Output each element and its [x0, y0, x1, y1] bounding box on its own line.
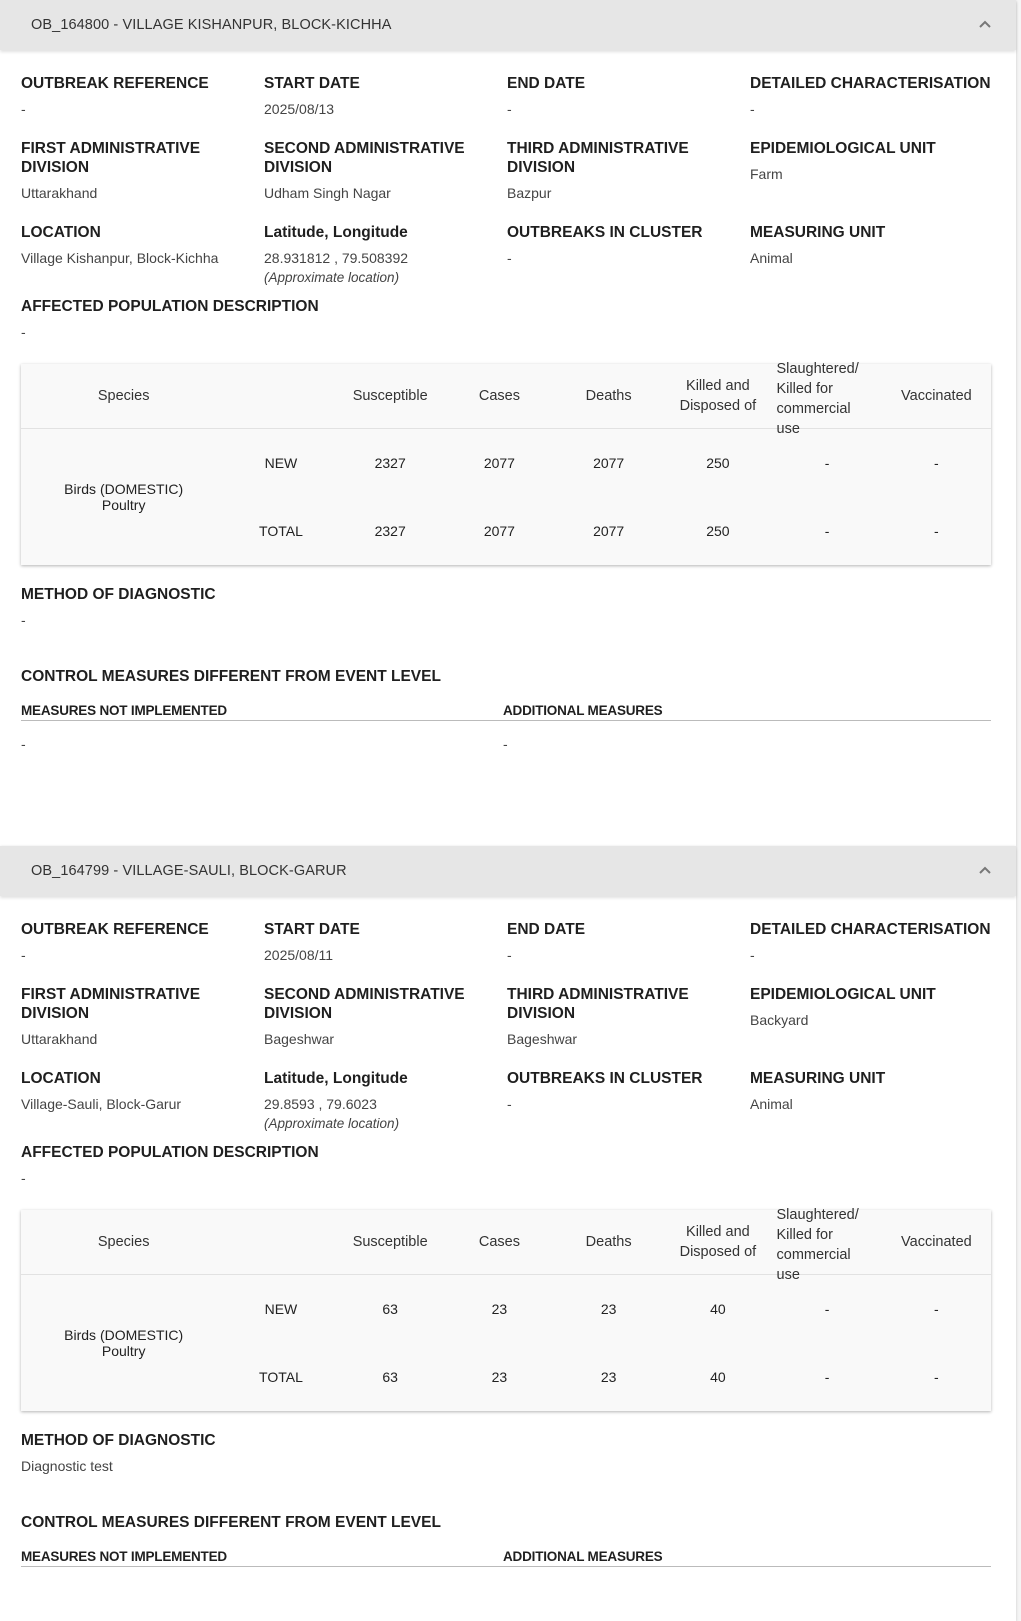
measures-not-implemented-label: MEASURES NOT IMPLEMENTED [21, 1549, 227, 1564]
field-value: - [21, 324, 26, 340]
table-row [21, 429, 991, 498]
col-deaths: Deaths [554, 1210, 663, 1275]
cell-deaths: 23 [600, 1369, 617, 1385]
field-label: SECOND ADMINISTRATIVE DIVISION [264, 140, 465, 176]
species-name: Birds (DOMESTIC) [64, 481, 184, 497]
row-type: TOTAL [259, 1369, 303, 1385]
field-label: END DATE [507, 75, 586, 92]
field-value: 28.931812 , 79.508392 [264, 250, 409, 266]
control-measures-title: CONTROL MEASURES DIFFERENT FROM EVENT LEVEL [21, 668, 441, 685]
cell-cases: 23 [491, 1301, 508, 1317]
field-label: THIRD ADMINISTRATIVE DIVISION [507, 986, 689, 1022]
field-measuring-unit [750, 1069, 995, 1133]
field-location [21, 223, 264, 287]
col-species: Species [21, 1210, 226, 1275]
field-value: Bageshwar [264, 1031, 335, 1047]
field-label: START DATE [264, 921, 360, 938]
col-killed: Killed and Disposed of [663, 364, 772, 429]
field-measuring-unit [750, 223, 995, 287]
field-start-date [264, 74, 507, 119]
cell-slaughtered: - [824, 1301, 830, 1317]
table-row [21, 1275, 991, 1344]
field-value: - [507, 1096, 512, 1112]
cell-vaccinated: - [934, 1369, 939, 1385]
cell-vaccinated: - [934, 1301, 939, 1317]
additional-measures-value: - [503, 736, 508, 752]
field-value: Farm [750, 166, 783, 182]
field-value: - [21, 1170, 26, 1186]
cell-deaths: 2077 [593, 523, 625, 539]
field-detailed-characterisation [750, 74, 995, 119]
field-latlon [264, 223, 507, 287]
population-table-wrap [21, 361, 991, 565]
field-label: FIRST ADMINISTRATIVE DIVISION [21, 986, 201, 1022]
row-type: TOTAL [259, 523, 303, 539]
measures-values [21, 735, 991, 754]
cell-susceptible: 2327 [374, 455, 406, 471]
outbreak-body [0, 896, 1016, 1567]
col-species: Species [21, 364, 226, 429]
species-subname: Poultry [101, 497, 146, 513]
species-subname: Poultry [101, 1343, 146, 1359]
cell-vaccinated: - [934, 523, 939, 539]
field-value: - [750, 947, 755, 963]
outbreak-title: OB_164799 - VILLAGE-SAULI, BLOCK-GARUR [31, 863, 347, 879]
field-value: - [21, 101, 26, 117]
field-end-date [507, 74, 750, 119]
field-second-admin [264, 139, 507, 203]
field-label: AFFECTED POPULATION DESCRIPTION [21, 1144, 319, 1161]
field-label: MEASURING UNIT [750, 1070, 886, 1087]
field-label: MEASURING UNIT [750, 224, 886, 241]
cell-slaughtered: - [824, 523, 830, 539]
field-label: METHOD OF DIAGNOSTIC [21, 1432, 216, 1449]
population-table [21, 1207, 991, 1411]
field-first-admin [21, 985, 264, 1049]
cell-susceptible: 63 [382, 1301, 398, 1317]
field-value: Village Kishanpur, Block-Kichha [21, 250, 219, 266]
field-first-admin [21, 139, 264, 203]
cell-deaths: 23 [600, 1301, 617, 1317]
field-label: EPIDEMIOLOGICAL UNIT [750, 140, 936, 157]
col-killed: Killed and Disposed of [663, 1210, 772, 1275]
field-label: Latitude, Longitude [264, 1070, 408, 1087]
field-label: LOCATION [21, 1070, 101, 1087]
field-value: Uttarakhand [21, 1031, 98, 1047]
field-detailed-characterisation [750, 920, 995, 965]
measures-header [21, 1549, 991, 1567]
additional-measures-label: ADDITIONAL MEASURES [503, 703, 663, 718]
field-label: FIRST ADMINISTRATIVE DIVISION [21, 140, 201, 176]
field-label: OUTBREAKS IN CLUSTER [507, 224, 703, 241]
field-label: START DATE [264, 75, 360, 92]
field-label: END DATE [507, 921, 586, 938]
cell-deaths: 2077 [593, 455, 625, 471]
cell-slaughtered: - [824, 455, 830, 471]
field-second-admin [264, 985, 507, 1049]
field-label: AFFECTED POPULATION DESCRIPTION [21, 298, 319, 315]
field-value: - [21, 947, 26, 963]
outbreak-header[interactable] [0, 846, 1016, 896]
col-deaths: Deaths [554, 364, 663, 429]
cell-susceptible: 63 [382, 1369, 398, 1385]
field-label: SECOND ADMINISTRATIVE DIVISION [264, 986, 465, 1022]
measures-not-implemented-value: - [21, 736, 26, 752]
field-label: Latitude, Longitude [264, 224, 408, 241]
cell-cases: 23 [491, 1369, 508, 1385]
control-measures-title: CONTROL MEASURES DIFFERENT FROM EVENT LEVEL [21, 1514, 441, 1531]
field-latlon [264, 1069, 507, 1133]
col-susceptible: Susceptible [336, 1210, 445, 1275]
species-cell [21, 1275, 226, 1412]
outbreak-header[interactable] [0, 0, 1016, 50]
population-table-wrap [21, 1207, 991, 1411]
approx-location-note: (Approximate location) [264, 1116, 400, 1131]
field-label: OUTBREAK REFERENCE [21, 75, 209, 92]
col-susceptible: Susceptible [336, 364, 445, 429]
field-location [21, 1069, 264, 1133]
field-value: - [507, 250, 512, 266]
table-header-row [21, 1210, 991, 1275]
field-affected-pop [21, 287, 991, 342]
field-value: Backyard [750, 1012, 809, 1028]
field-value: 2025/08/11 [264, 947, 334, 963]
field-label: DETAILED CHARACTERISATION [750, 921, 991, 938]
field-third-admin [507, 985, 750, 1049]
cell-cases: 2077 [483, 523, 515, 539]
field-third-admin [507, 139, 750, 203]
field-value: - [21, 612, 26, 628]
field-outbreaks-in-cluster [507, 1069, 750, 1133]
measures-not-implemented-label: MEASURES NOT IMPLEMENTED [21, 703, 227, 718]
additional-measures-label: ADDITIONAL MEASURES [503, 1549, 663, 1564]
field-outbreaks-in-cluster [507, 223, 750, 287]
field-value: - [750, 101, 755, 117]
field-value: Diagnostic test [21, 1458, 113, 1474]
field-label: OUTBREAKS IN CLUSTER [507, 1070, 703, 1087]
cell-cases: 2077 [483, 455, 515, 471]
species-cell [21, 429, 226, 566]
field-value: Bageshwar [507, 1031, 578, 1047]
col-slaughtered: Slaughtered/ Killed for commercial use [773, 364, 882, 429]
col-slaughtered: Slaughtered/ Killed for commercial use [773, 1210, 882, 1275]
outbreak-panel [0, 846, 1016, 1621]
col-cases: Cases [445, 364, 554, 429]
outbreak-title: OB_164800 - VILLAGE KISHANPUR, BLOCK-KICHHA [31, 17, 392, 33]
field-outbreak-reference [21, 74, 264, 119]
chevron-up-icon[interactable] [976, 862, 994, 880]
cell-vaccinated: - [934, 455, 939, 471]
field-value: 2025/08/13 [264, 101, 335, 117]
col-type [226, 364, 335, 429]
cell-slaughtered: - [824, 1369, 830, 1385]
field-outbreak-reference [21, 920, 264, 965]
field-value: 29.8593 , 79.6023 [264, 1096, 377, 1112]
col-cases: Cases [445, 1210, 554, 1275]
field-label: EPIDEMIOLOGICAL UNIT [750, 986, 936, 1003]
field-value: Animal [750, 1096, 793, 1112]
cell-killed: 40 [710, 1301, 726, 1317]
field-label: DETAILED CHARACTERISATION [750, 75, 991, 92]
field-affected-pop [21, 1133, 991, 1188]
measures-header [21, 703, 991, 721]
field-value: Uttarakhand [21, 185, 98, 201]
field-label: METHOD OF DIAGNOSTIC [21, 586, 216, 603]
row-type: NEW [264, 1301, 298, 1317]
field-value: - [507, 947, 512, 963]
field-value: Udham Singh Nagar [264, 185, 391, 201]
field-label: OUTBREAK REFERENCE [21, 921, 209, 938]
field-epi-unit [750, 985, 995, 1049]
field-value: Animal [750, 250, 793, 266]
field-epi-unit [750, 139, 995, 203]
cell-susceptible: 2327 [374, 523, 406, 539]
field-method-of-diagnostic [21, 565, 991, 630]
col-vaccinated: Vaccinated [882, 364, 991, 429]
table-header-row [21, 364, 991, 429]
col-vaccinated: Vaccinated [882, 1210, 991, 1275]
field-value: Village-Sauli, Block-Garur [21, 1096, 182, 1112]
field-label: THIRD ADMINISTRATIVE DIVISION [507, 140, 689, 176]
cell-killed: 250 [706, 455, 730, 471]
population-table [21, 361, 991, 565]
field-start-date [264, 920, 507, 965]
field-end-date [507, 920, 750, 965]
cell-killed: 250 [706, 523, 730, 539]
field-label: LOCATION [21, 224, 101, 241]
field-method-of-diagnostic [21, 1411, 991, 1476]
field-value: Bazpur [507, 185, 552, 201]
approx-location-note: (Approximate location) [264, 270, 400, 285]
chevron-up-icon[interactable] [976, 16, 994, 34]
field-value: - [507, 101, 512, 117]
col-type [226, 1210, 335, 1275]
cell-killed: 40 [710, 1369, 726, 1385]
row-type: NEW [264, 455, 298, 471]
outbreak-body [0, 50, 1016, 754]
species-name: Birds (DOMESTIC) [64, 1327, 184, 1343]
